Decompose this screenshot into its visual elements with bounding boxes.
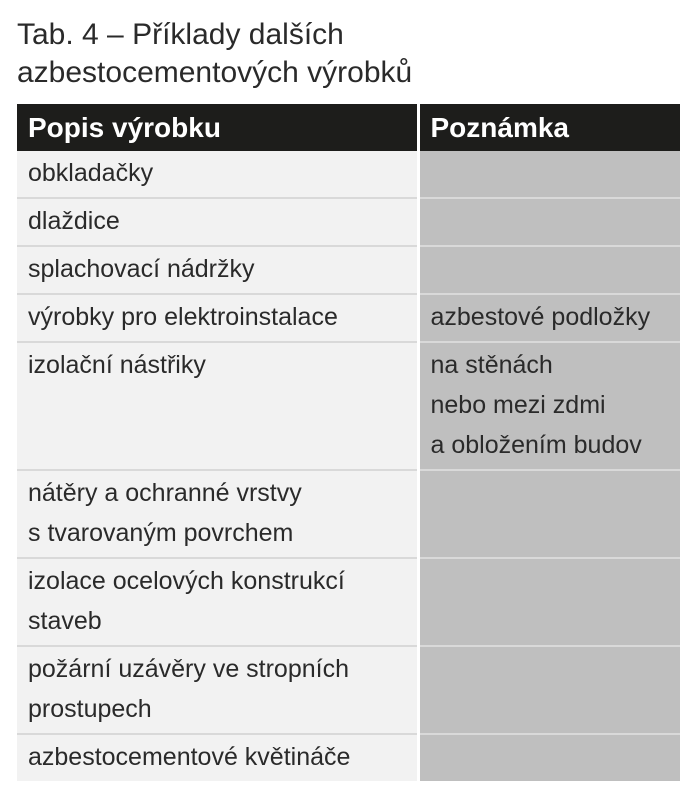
table-row bbox=[17, 734, 680, 781]
cell-description: výrobky pro elektroinstalace bbox=[17, 294, 418, 342]
cell-note bbox=[418, 246, 680, 294]
cell-description: azbestocementové květináče bbox=[17, 734, 418, 781]
cell-description: izolační nástřiky bbox=[17, 342, 418, 470]
table-row bbox=[17, 294, 680, 342]
table-row bbox=[17, 470, 680, 558]
cell-description: izolace ocelových konstrukcí staveb bbox=[17, 558, 418, 646]
cell-description: požární uzávěry ve stropních prostupech bbox=[17, 646, 418, 734]
caption-line-1: Tab. 4 – Příklady dalších bbox=[17, 18, 344, 51]
table-header bbox=[17, 104, 680, 151]
cell-description: splachovací nádržky bbox=[17, 246, 418, 294]
table-caption bbox=[17, 16, 677, 92]
table-row bbox=[17, 558, 680, 646]
table-row bbox=[17, 342, 680, 470]
cell-note: na stěnách nebo mezi zdmi a obložením budov bbox=[418, 342, 680, 470]
header-description: Popis výrobku bbox=[17, 104, 418, 151]
cell-note: azbestové podložky bbox=[418, 294, 680, 342]
header-row bbox=[17, 104, 680, 151]
cell-description: obkladačky bbox=[17, 151, 418, 198]
caption-line-2: azbestocementových výrobků bbox=[17, 56, 413, 89]
table-row bbox=[17, 646, 680, 734]
cell-note bbox=[418, 646, 680, 734]
header-note: Poznámka bbox=[418, 104, 680, 151]
cell-note bbox=[418, 470, 680, 558]
table-row bbox=[17, 151, 680, 198]
table-row bbox=[17, 198, 680, 246]
cell-note bbox=[418, 734, 680, 781]
cell-description: nátěry a ochranné vrstvy s tvarovaným povrchem bbox=[17, 470, 418, 558]
table-row bbox=[17, 246, 680, 294]
cell-note bbox=[418, 198, 680, 246]
cell-description: dlaždice bbox=[17, 198, 418, 246]
cell-note bbox=[418, 558, 680, 646]
table-body bbox=[17, 151, 680, 781]
asbestos-products-table bbox=[17, 104, 680, 781]
cell-note bbox=[418, 151, 680, 198]
